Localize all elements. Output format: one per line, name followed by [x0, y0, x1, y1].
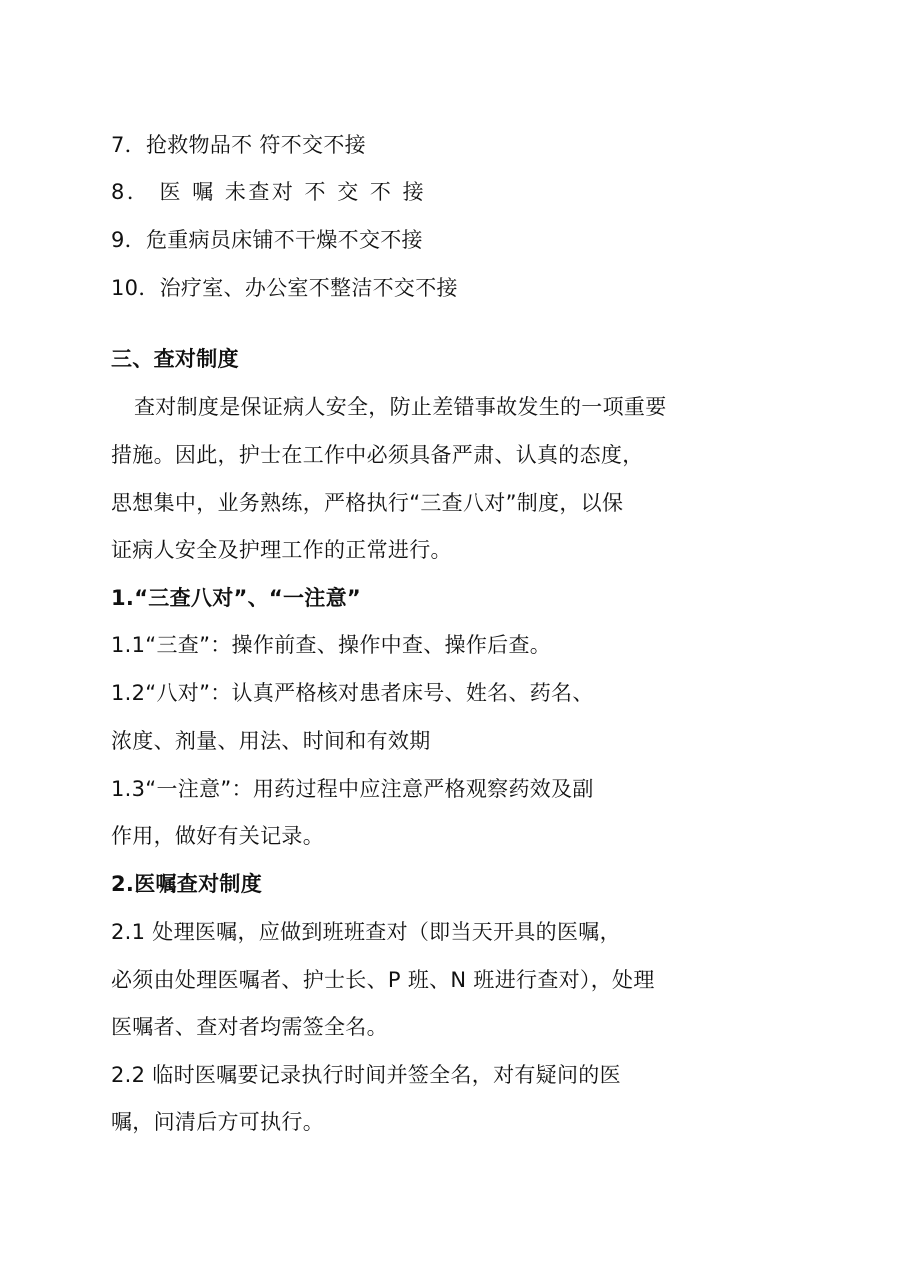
list-item: 7．抢救物品不 符不交不接	[111, 133, 366, 157]
paragraph-line: 嘱，问清后方可执行。	[111, 1110, 324, 1134]
subsection-heading: 1.“三查八对”、“一注意”	[111, 586, 361, 610]
paragraph-line: 必须由处理医嘱者、护士长、P 班、N 班进行查对），处理	[111, 968, 655, 992]
paragraph-line: 证病人安全及护理工作的正常进行。	[111, 538, 452, 562]
paragraph-line: 措施。因此，护士在工作中必须具备严肃、认真的态度，	[111, 443, 644, 467]
paragraph-line: 思想集中，业务熟练，严格执行“三查八对”制度，以保	[111, 491, 624, 515]
paragraph-line: 1.1“三查”：操作前查、操作中查、操作后查。	[111, 633, 552, 657]
paragraph-line: 1.2“八对”：认真严格核对患者床号、姓名、药名、	[111, 681, 594, 705]
list-item: 10．治疗室、办公室不整洁不交不接	[111, 276, 458, 300]
list-item: 9．危重病员床铺不干燥不交不接	[111, 228, 423, 252]
paragraph-line: 医嘱者、查对者均需签全名。	[111, 1015, 388, 1039]
paragraph-line: 2.1 处理医嘱，应做到班班查对（即当天开具的医嘱，	[111, 920, 621, 944]
paragraph-line: 查对制度是保证病人安全，防止差错事故发生的一项重要	[134, 395, 667, 419]
list-item: 8． 医 嘱 未查对 不 交 不 接	[111, 180, 427, 204]
section-heading: 三、查对制度	[111, 347, 239, 371]
paragraph-line: 1.3“一注意”：用药过程中应注意严格观察药效及副	[111, 777, 594, 801]
subsection-heading: 2.医嘱查对制度	[111, 872, 262, 896]
paragraph-line: 2.2 临时医嘱要记录执行时间并签全名，对有疑问的医	[111, 1063, 621, 1087]
paragraph-line: 作用，做好有关记录。	[111, 824, 324, 848]
paragraph-line: 浓度、剂量、用法、时间和有效期	[111, 729, 431, 753]
